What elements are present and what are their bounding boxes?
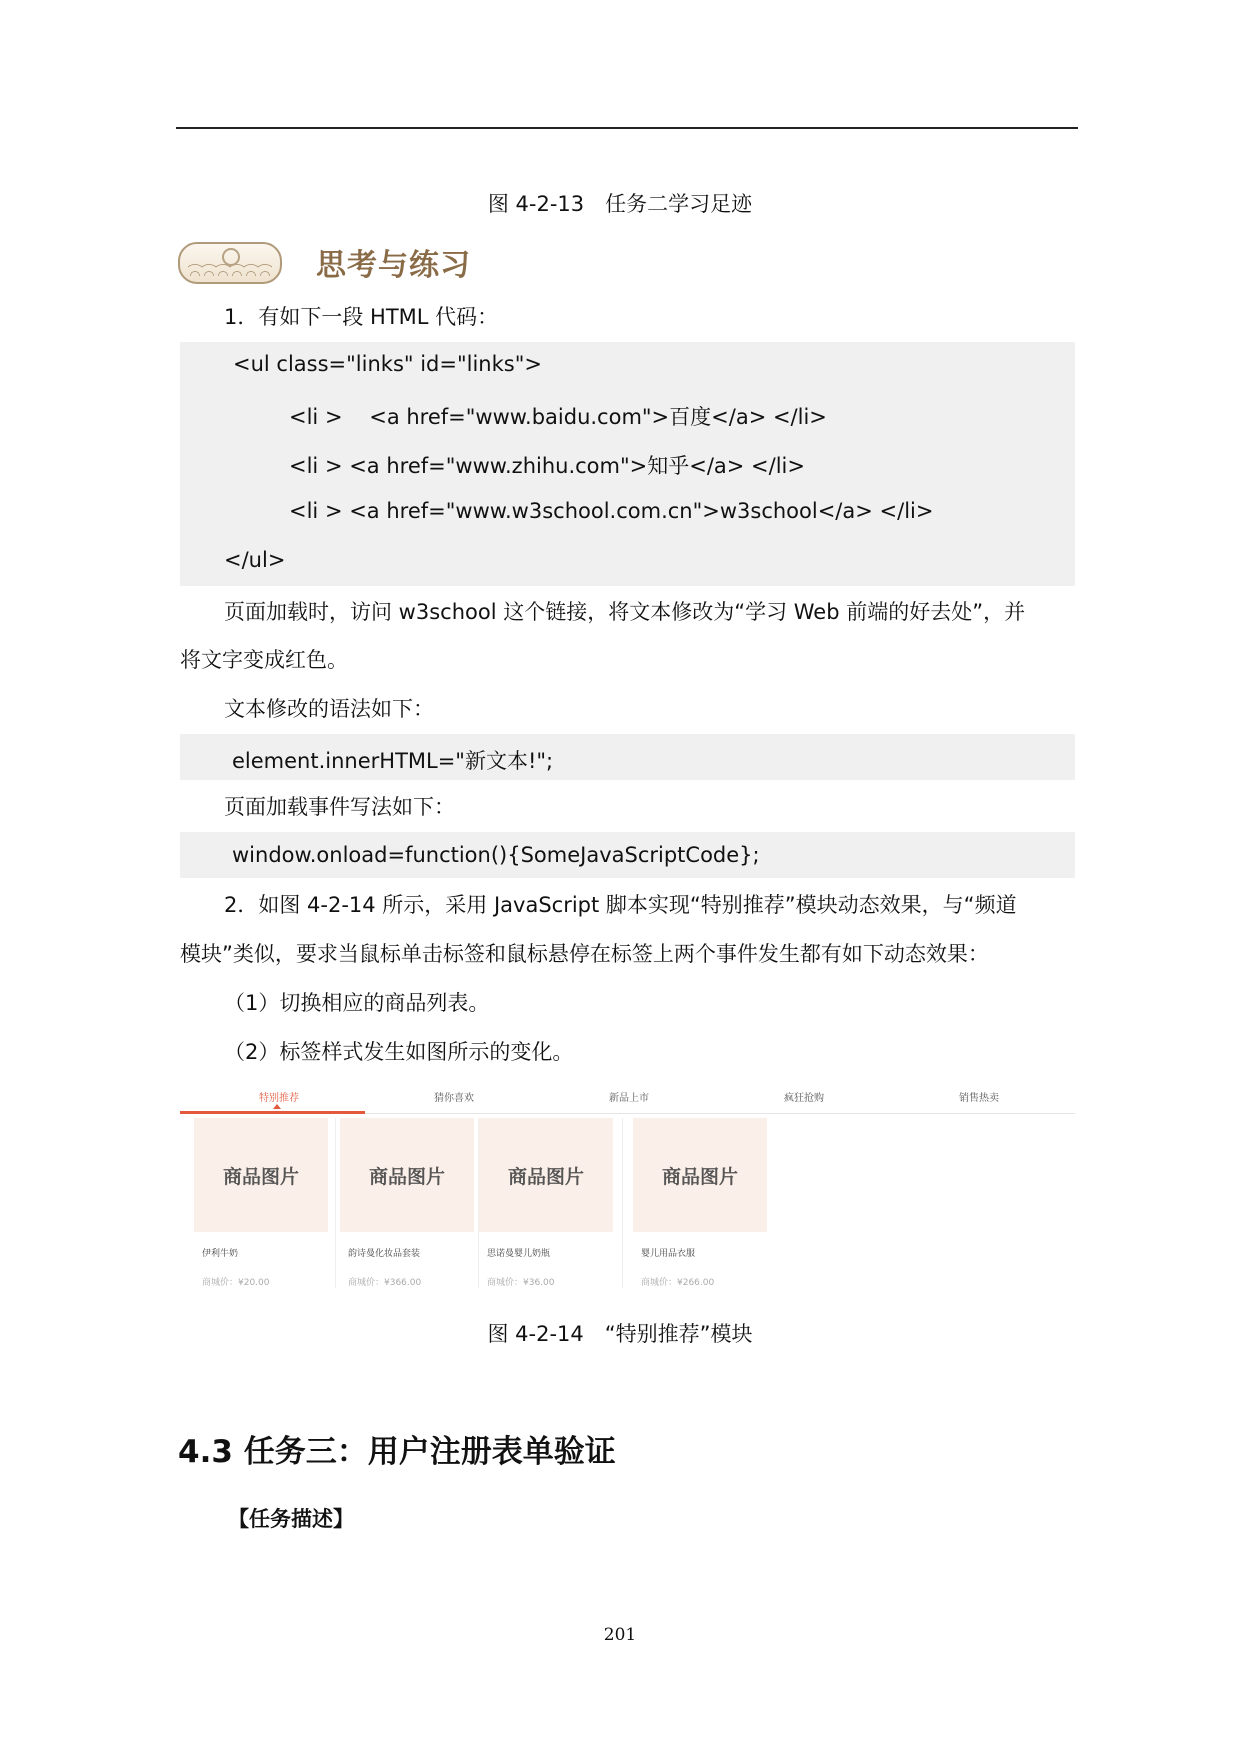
product-name: 韵诗曼化妆品套装 [348,1249,421,1259]
product-image-label: 商品图片 [507,1165,584,1188]
list-item: （1）切换相应的商品列表。 [224,991,490,1015]
tab-new-arrivals[interactable]: 新品上市 [609,1093,649,1104]
code-block-syntax [180,734,1075,780]
product-name: 伊利牛奶 [202,1249,239,1259]
syntax-label: 文本修改的语法如下： [224,697,434,721]
question-2-line: 2．如图 4-2-14 所示，采用 JavaScript 脚本实现“特别推荐”模块动态效果，与“频道 [224,893,1017,917]
product-card[interactable] [194,1118,328,1288]
product-image [194,1118,328,1232]
product-image-label: 商品图片 [222,1165,299,1188]
task-description-label: 【任务描述】 [228,1507,354,1531]
product-name: 思诺曼婴儿奶瓶 [487,1249,551,1259]
header-rule [176,127,1078,129]
product-card[interactable] [340,1118,474,1288]
onload-label: 页面加载事件写法如下： [224,795,455,819]
code-block-onload [180,832,1075,878]
active-tab-arrow-icon [273,1104,281,1109]
product-price: 商城价：¥36.00 [487,1278,555,1288]
question-2-line: 模块”类似，要求当鼠标单击标签和鼠标悬停在标签上两个事件发生都有如下动态效果： [180,942,989,966]
section-4-3-heading: 4.3 任务三：用户注册表单验证 [178,1434,616,1470]
product-price: 商城价：¥366.00 [348,1278,422,1288]
product-price: 商城价：¥20.00 [202,1278,270,1288]
code-line: element.innerHTML="新文本!"; [232,749,554,773]
page-number: 201 [603,1625,637,1645]
active-tab-indicator [180,1111,365,1114]
product-name: 婴儿用品衣服 [641,1249,696,1259]
tab-special-recommend[interactable]: 特别推荐 [259,1093,299,1104]
tab-crazy-buy[interactable]: 疯狂抢购 [784,1093,824,1104]
code-line: <li > <a href="www.w3school.com.cn">w3school</a> </li> [289,499,934,523]
code-line: <ul class="links" id="links"> [233,352,542,376]
product-image-label: 商品图片 [661,1165,738,1188]
section-badge-icon [178,242,282,284]
product-image [479,1118,613,1232]
code-block-html [180,342,1075,586]
section-heading: 思考与练习 [316,248,471,283]
product-price: 商城价：¥266.00 [641,1278,715,1288]
product-image [633,1118,767,1232]
code-line: window.onload=function(){SomeJavaScriptCode}; [232,843,760,867]
tab-bar [180,1085,1075,1114]
wave-pattern-icon [188,264,272,276]
tab-hot-sale[interactable]: 销售热卖 [959,1093,999,1104]
product-card[interactable] [633,1118,767,1288]
figure-caption: 图 4-2-14 “特别推荐”模块 [487,1322,753,1346]
divider [622,1118,623,1288]
task-text-line: 将文字变成红色。 [180,648,348,672]
code-line: <li > <a href="www.baidu.com">百度</a> </li> [289,405,827,429]
question-1-intro: 1．有如下一段 HTML 代码： [224,305,499,329]
task-text-line: 页面加载时，访问 w3school 这个链接，将文本修改为“学习 Web 前端的好去处”，并 [224,600,1026,624]
divider [335,1118,336,1288]
product-image-label: 商品图片 [368,1165,445,1188]
figure-caption: 图 4-2-13 任务二学习足迹 [487,192,753,216]
product-image [340,1118,474,1232]
product-card[interactable] [479,1118,613,1288]
code-line: </ul> [224,548,286,572]
code-line: <li > <a href="www.zhihu.com">知乎</a> </li> [289,454,805,478]
tab-guess-you-like[interactable]: 猜你喜欢 [434,1093,474,1104]
list-item: （2）标签样式发生如图所示的变化。 [224,1040,574,1064]
